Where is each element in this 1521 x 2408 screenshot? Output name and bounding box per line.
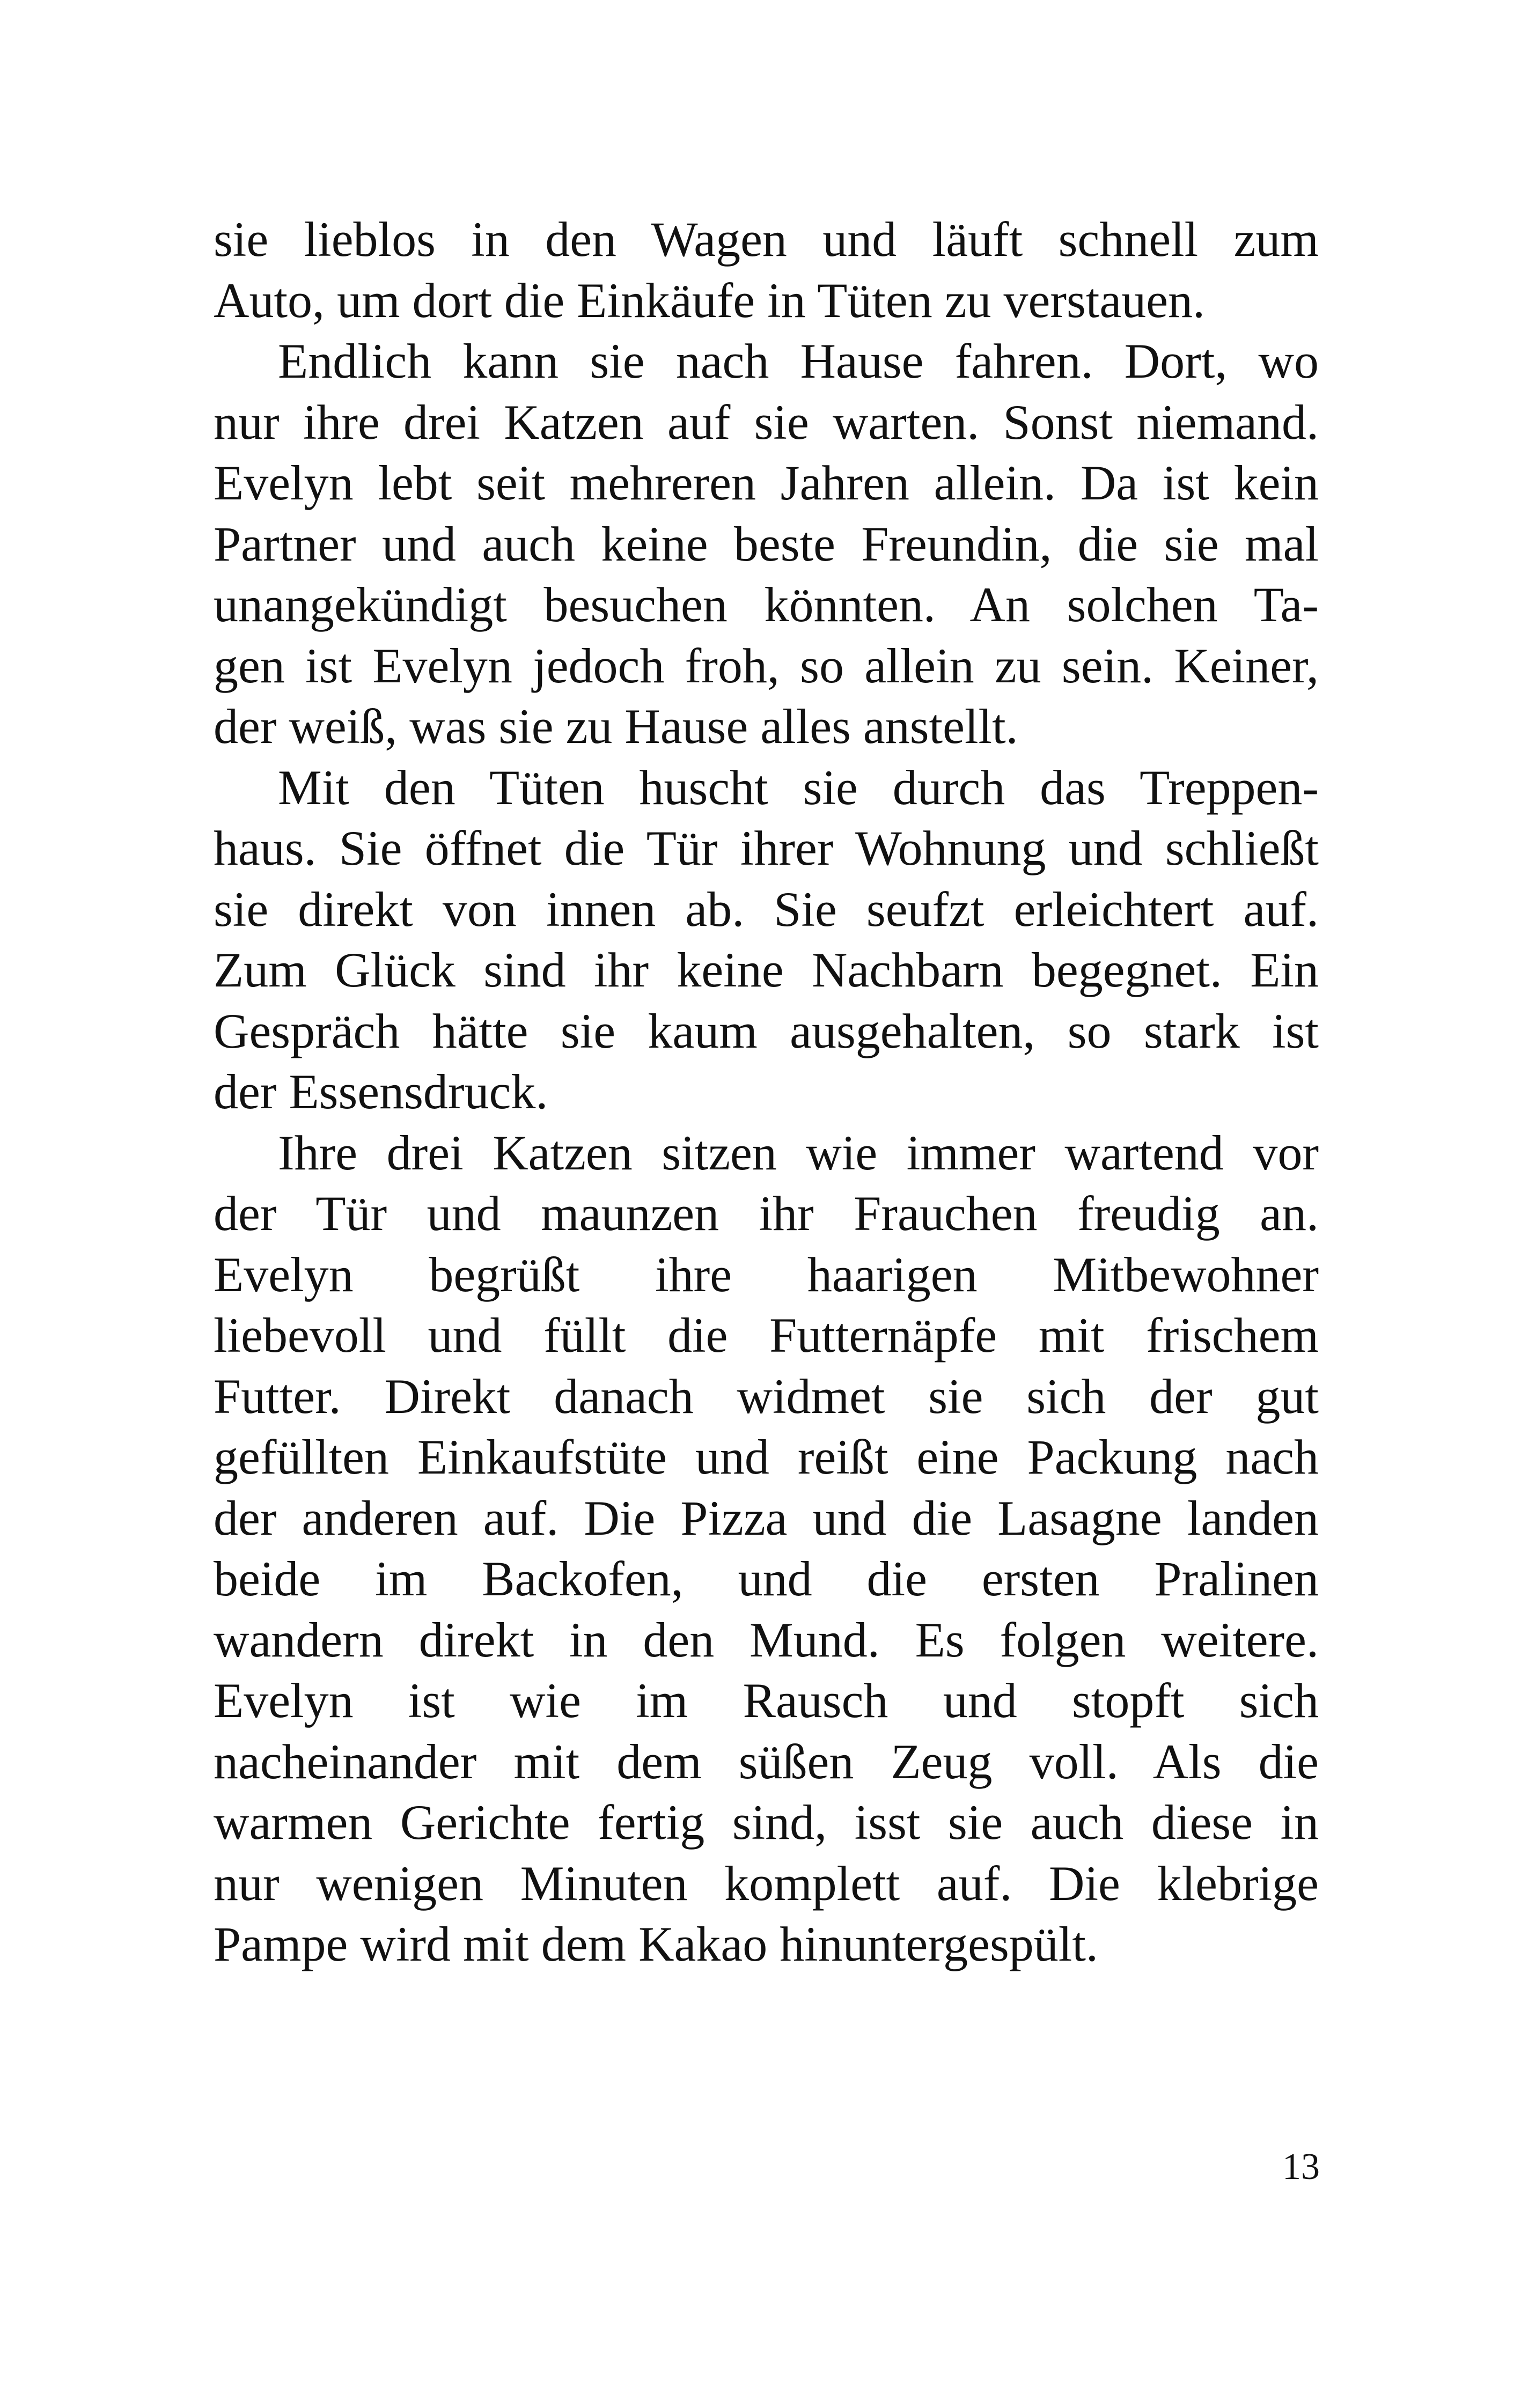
text-line: gefüllten Einkaufstüte und reißt eine Packung nach (214, 1430, 1319, 1484)
text-line: Partner und auch keine beste Freundin, die sie mal (214, 516, 1319, 571)
text-line: der anderen auf. Die Pizza und die Lasagne landen (214, 1490, 1319, 1545)
paragraph (214, 331, 1319, 757)
text-line: Gespräch hätte sie kaum ausgehalten, so stark ist (214, 1003, 1319, 1058)
text-line: nacheinander mit dem süßen Zeug voll. Als die (214, 1734, 1319, 1789)
text-line: unangekündigt besuchen könnten. An solchen Ta- (214, 577, 1319, 632)
text-line: Auto, um dort die Einkäufe in Tüten zu verstauen. (214, 273, 1206, 328)
text-line: liebevoll und füllt die Futternäpfe mit frischem (214, 1308, 1319, 1363)
text-line: haus. Sie öffnet die Tür ihrer Wohnung und schließt (214, 821, 1319, 875)
text-line: wandern direkt in den Mund. Es folgen weitere. (214, 1612, 1319, 1667)
text-line: sie direkt von innen ab. Sie seufzt erleichtert auf. (214, 881, 1319, 937)
text-line: sie lieblos in den Wagen und läuft schnell zum (214, 212, 1319, 267)
text-line: Futter. Direkt danach widmet sie sich der gut (214, 1368, 1319, 1424)
text-line: Pampe wird mit dem Kakao hinuntergespült. (214, 1917, 1098, 1971)
text-line: Endlich kann sie nach Hause fahren. Dort, wo (278, 334, 1319, 388)
text-line: Evelyn begrüßt ihre haarigen Mitbewohner (214, 1247, 1319, 1302)
paragraph (214, 209, 1319, 331)
body-text (214, 209, 1319, 1975)
text-line: Zum Glück sind ihr keine Nachbarn begegnet. Ein (214, 942, 1319, 997)
paragraph (214, 757, 1319, 1123)
page-number: 13 (1282, 2146, 1320, 2188)
text-line: Ihre drei Katzen sitzen wie immer wartend vor (278, 1125, 1319, 1180)
text-line: nur ihre drei Katzen auf sie warten. Sonst niemand. (214, 394, 1319, 450)
text-line: der Tür und maunzen ihr Frauchen freudig an. (214, 1186, 1319, 1241)
text-line: warmen Gerichte fertig sind, isst sie auch diese in (214, 1795, 1319, 1850)
text-line: Evelyn ist wie im Rausch und stopft sich (214, 1673, 1319, 1728)
text-line: gen ist Evelyn jedoch froh, so allein zu sein. Keiner, (214, 638, 1319, 693)
text-line: der Essensdruck. (214, 1064, 548, 1119)
paragraph (214, 1123, 1319, 1975)
text-line: Mit den Tüten huscht sie durch das Treppen- (278, 760, 1319, 815)
text-line: Evelyn lebt seit mehreren Jahren allein. Da ist kein (214, 455, 1319, 510)
text-line: beide im Backofen, und die ersten Pralinen (214, 1551, 1319, 1606)
text-line: nur wenigen Minuten komplett auf. Die klebrige (214, 1855, 1319, 1911)
text-line: der weiß, was sie zu Hause alles anstellt. (214, 699, 1018, 754)
